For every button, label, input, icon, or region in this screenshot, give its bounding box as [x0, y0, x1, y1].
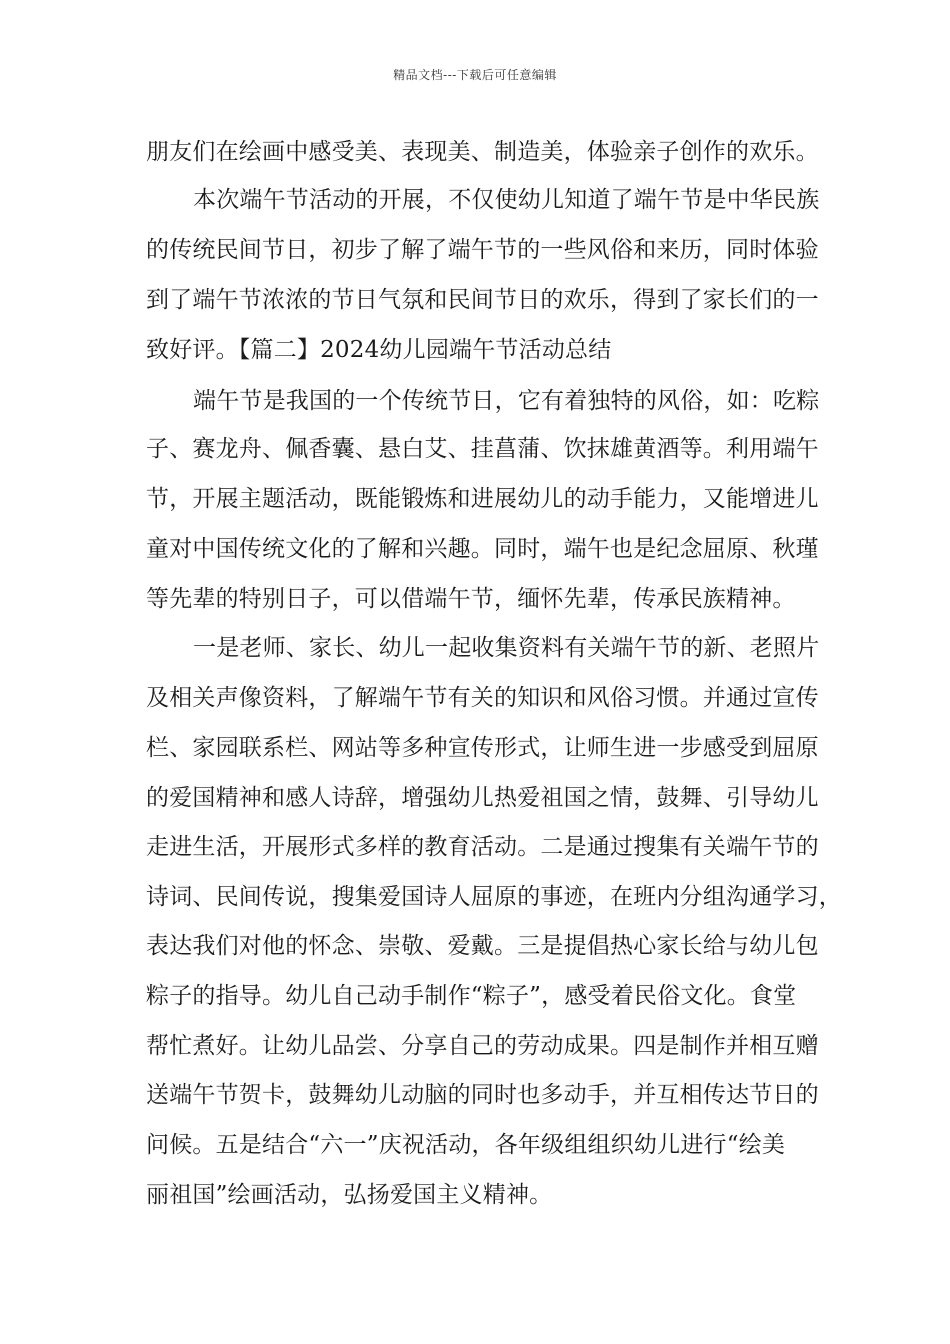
section-heading-line: 致好评。【篇二】2024幼儿园端午节活动总结 [146, 337, 612, 363]
body-text-line: 栏、家园联系栏、网站等多种宣传形式，让师生进一步感受到屈原 [146, 735, 819, 761]
body-text-line: 子、赛龙舟、佩香囊、悬白艾、挂菖蒲、饮抹雄黄酒等。利用端午 [146, 436, 819, 462]
body-text-line: 的爱国精神和感人诗辞，增强幼儿热爱祖国之情，鼓舞、引导幼儿 [146, 785, 819, 811]
paragraph-first-line: 本次端午节活动的开展，不仅使幼儿知道了端午节是中华民族 [193, 187, 820, 213]
body-text-line: 童对中国传统文化的了解和兴趣。同时，端午也是纪念屈原、秋瑾 [146, 536, 819, 562]
body-text-line: 粽子的指导。幼儿自己动手制作“粽子”，感受着民俗文化。食堂 [146, 983, 797, 1009]
body-text-line: 等先辈的特别日子，可以借端午节，缅怀先辈，传承民族精神。 [146, 586, 796, 612]
body-text-line: 问候。五是结合“六一”庆祝活动，各年级组组织幼儿进行“绘美 [146, 1132, 786, 1158]
page-header: 精品文档---下载后可任意编辑 [393, 68, 557, 82]
body-text-line: 的传统民间节日，初步了解了端午节的一些风俗和来历，同时体验 [146, 237, 819, 263]
body-text-line: 表达我们对他的怀念、崇敬、爱戴。三是提倡热心家长给与幼儿包 [146, 933, 819, 959]
body-text-line: 帮忙煮好。让幼儿品尝、分享自己的劳动成果。四是制作并相互赠 [146, 1033, 819, 1059]
paragraph-first-line: 端午节是我国的一个传统节日，它有着独特的风俗，如：吃粽 [193, 388, 820, 414]
body-text-line: 走进生活，开展形式多样的教育活动。二是通过搜集有关端午节的 [146, 834, 819, 860]
body-text-line: 到了端午节浓浓的节日气氛和民间节日的欢乐，得到了家长们的一 [146, 287, 819, 313]
body-text-line: 节，开展主题活动，既能锻炼和进展幼儿的动手能力，又能增进儿 [146, 486, 819, 512]
body-text-line: 丽祖国”绘画活动，弘扬爱国主义精神。 [146, 1182, 553, 1208]
body-text-line: 及相关声像资料，了解端午节有关的知识和风俗习惯。并通过宣传 [146, 685, 819, 711]
paragraph-first-line: 一是老师、家长、幼儿一起收集资料有关端午节的新、老照片 [193, 635, 820, 661]
body-text-line: 诗词、民间传说，搜集爱国诗人屈原的事迹，在班内分组沟通学习， [146, 884, 842, 910]
body-text-line: 送端午节贺卡，鼓舞幼儿动脑的同时也多动手，并互相传达节日的 [146, 1082, 819, 1108]
body-text-line: 朋友们在绘画中感受美、表现美、制造美，体验亲子创作的欢乐。 [146, 139, 819, 165]
